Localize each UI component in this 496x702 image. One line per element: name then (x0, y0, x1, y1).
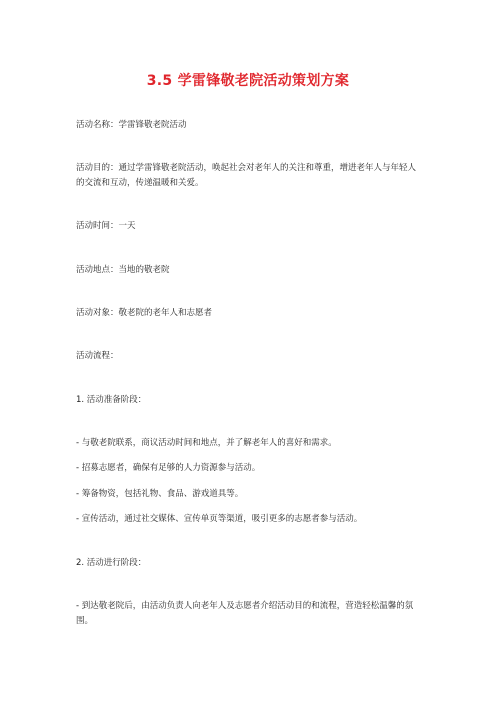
activity-time-line: 活动时间：一天 (76, 221, 136, 231)
execution-item-arrival: - 到达敬老院后，由活动负责人向老年人及志愿者介绍活动目的和流程，营造轻松温馨的氛围。 (76, 601, 414, 626)
document-title: 3.5 学雷锋敬老院活动策划方案 (146, 73, 350, 89)
preparation-stage-heading: 1. 活动准备阶段： (76, 395, 147, 405)
preparation-item-supplies: - 筹备物资，包括礼物、食品、游戏道具等。 (76, 489, 244, 499)
activity-name-line: 活动名称：学雷锋敬老院活动 (76, 120, 187, 130)
activity-purpose-paragraph: 活动目的：通过学雷锋敬老院活动，唤起社会对老年人的关注和尊重，增进老年人与年轻人的交流和互动，传递温暖和关爱。 (76, 163, 417, 188)
activity-location-line: 活动地点：当地的敬老院 (76, 265, 170, 275)
activity-process-heading: 活动流程： (76, 351, 119, 361)
preparation-item-contact: - 与敬老院联系，商议活动时间和地点，并了解老年人的喜好和需求。 (76, 438, 337, 448)
preparation-item-volunteers: - 招募志愿者，确保有足够的人力资源参与活动。 (76, 463, 261, 473)
execution-stage-heading: 2. 活动进行阶段： (76, 558, 147, 568)
preparation-item-promotion: - 宣传活动，通过社交媒体、宣传单页等渠道，吸引更多的志愿者参与活动。 (76, 514, 363, 524)
activity-target-line: 活动对象：敬老院的老年人和志愿者 (76, 308, 213, 318)
